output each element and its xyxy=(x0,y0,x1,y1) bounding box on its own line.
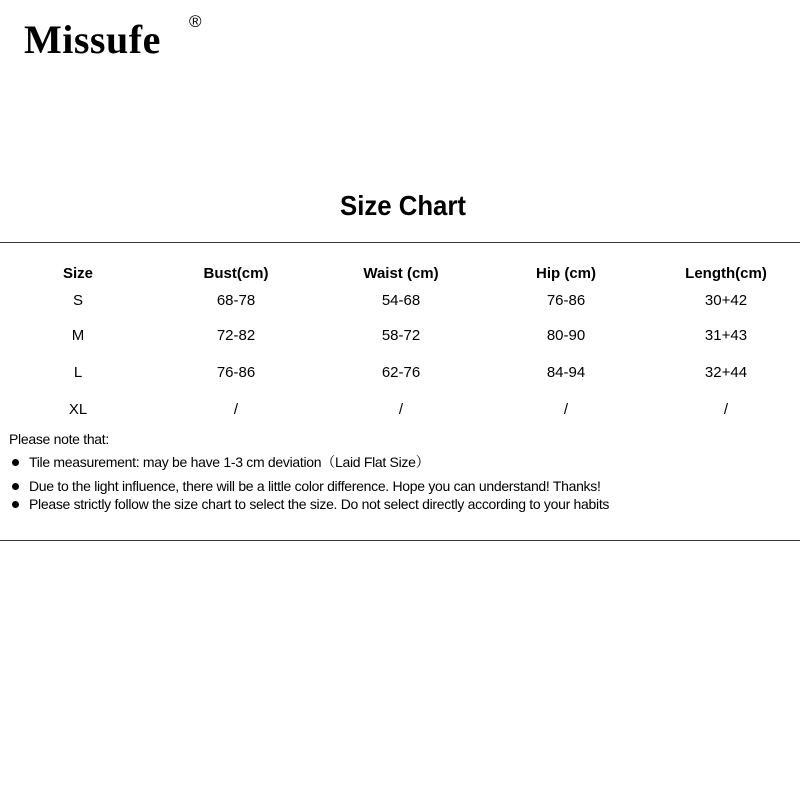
cell-length: / xyxy=(723,401,729,418)
cell-size: S xyxy=(72,292,83,309)
cell-bust: / xyxy=(233,401,239,418)
column-header-hip: Hip (cm) xyxy=(536,264,596,282)
table-row xyxy=(0,290,800,317)
bottom-divider xyxy=(0,540,800,541)
notes-intro: Please note that: xyxy=(9,431,109,447)
cell-bust: 76-86 xyxy=(216,364,256,381)
cell-hip: 80-90 xyxy=(546,327,586,344)
cell-size: XL xyxy=(68,401,88,418)
cell-waist: 62-76 xyxy=(381,364,421,381)
bullet-icon xyxy=(12,483,19,490)
cell-hip: 76-86 xyxy=(546,292,586,309)
brand-logo: Missufe xyxy=(24,17,161,62)
page-title: Size Chart xyxy=(340,190,466,221)
notes-list xyxy=(9,455,789,511)
list-item xyxy=(9,479,789,493)
note-text: Tile measurement: may be have 1-3 cm deviation（Laid Flat Size） xyxy=(29,454,430,470)
bullet-icon xyxy=(12,501,19,508)
cell-length: 30+42 xyxy=(704,292,748,309)
list-item xyxy=(9,497,789,511)
column-header-size: Size xyxy=(62,264,93,282)
note-text: Due to the light influence, there will be a little color difference. Hope you can understand! Thanks! xyxy=(29,478,601,494)
bullet-icon xyxy=(12,459,19,466)
size-table xyxy=(0,256,800,428)
column-header-bust: Bust(cm) xyxy=(203,264,269,282)
cell-waist: 54-68 xyxy=(381,292,421,309)
list-item xyxy=(9,455,789,469)
column-header-waist: Waist (cm) xyxy=(363,264,439,282)
cell-hip: 84-94 xyxy=(546,364,586,381)
cell-bust: 68-78 xyxy=(216,292,256,309)
note-text: Please strictly follow the size chart to select the size. Do not select directly according to your habits xyxy=(29,496,610,512)
table-header-row xyxy=(0,256,800,290)
table-row xyxy=(0,317,800,354)
notes-section xyxy=(9,432,789,511)
cell-hip: / xyxy=(563,401,569,418)
table-row xyxy=(0,391,800,428)
cell-size: M xyxy=(71,327,85,344)
cell-size: L xyxy=(73,364,83,381)
column-header-length: Length(cm) xyxy=(685,264,767,282)
cell-length: 31+43 xyxy=(704,327,748,344)
cell-waist: 58-72 xyxy=(381,327,421,344)
cell-bust: 72-82 xyxy=(216,327,256,344)
table-row xyxy=(0,354,800,391)
top-divider xyxy=(0,242,800,243)
cell-length: 32+44 xyxy=(704,364,748,381)
cell-waist: / xyxy=(398,401,404,418)
registered-mark: ® xyxy=(189,12,202,31)
